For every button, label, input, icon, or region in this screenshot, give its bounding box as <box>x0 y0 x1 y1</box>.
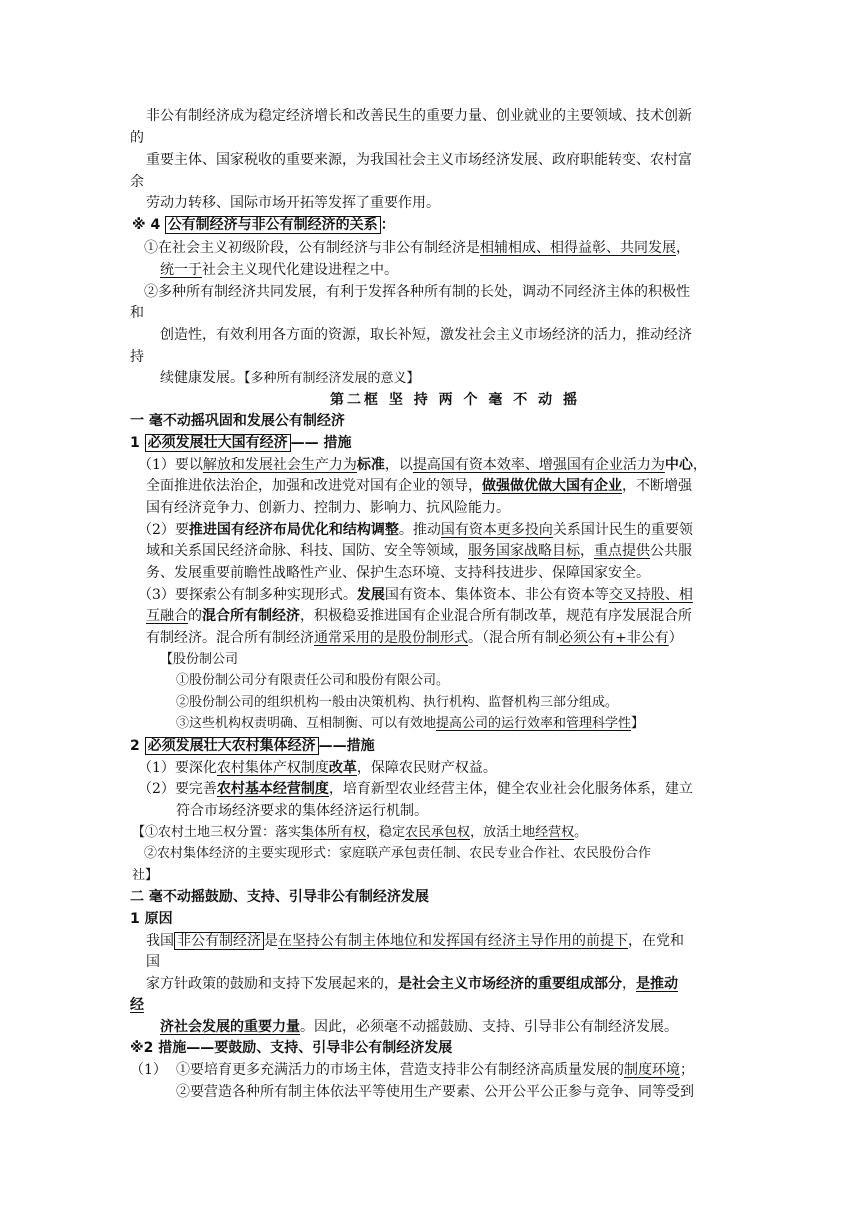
text-line: 劳动力转移、国际市场开拓等发挥了重要作用。 <box>146 195 440 211</box>
subsection-heading: 1 原因 <box>130 911 173 927</box>
boxed-term: 必须发展壮大国有经济 <box>145 434 291 452</box>
text-line: （1）要深化农村集体产权制度改革，保障农民财产权益。 <box>138 760 497 776</box>
section-heading: ※ 4 公有制经济与非公有制经济的关系 ： <box>132 217 395 233</box>
text-line: （1）要以解放和发展社会生产力为标准，以提高国有资本效率、增强国有企业活力为中心， <box>138 457 707 473</box>
note-line: 【①农村土地三权分置：落实集体所有权，稳定农民承包权，放活土地经营权。 <box>132 825 588 840</box>
text-line: 的 <box>130 130 144 146</box>
text-line: 创造性，有效利用各方面的资源，取长补短，激发社会主义市场经济的活力，推动经济 <box>160 327 692 343</box>
text-line: 我国 非公有制经济 是在坚持公有制主体地位和发挥国有经济主导作用的前提下，在党和 <box>146 933 684 949</box>
subsection-heading: 2 必须发展壮大农村集体经济 ——措施 <box>130 738 375 754</box>
text-line: 有制经济。混合所有制经济通常采用的是股份制形式。（混合所有制必须公有+非公有） <box>146 630 683 646</box>
section-heading: 一 毫不动摇巩固和发展公有制经济 <box>130 413 345 429</box>
text-line: （2）要推进国有经济布局优化和结构调整。推动国有资本更多投向关系国计民生的重要领 <box>138 522 693 538</box>
text-line: 国 <box>146 954 160 970</box>
text-line: ①要培育更多充满活力的市场主体，营造支持非公有制经济高质量发展的制度环境； <box>176 1062 694 1078</box>
text-line: ①在社会主义初级阶段，公有制经济与非公有制经济是相辅相成、相得益彰、共同发展， <box>144 240 690 256</box>
subsection-heading: ※2 措施——要鼓励、支持、引导非公有制经济发展 <box>130 1040 453 1056</box>
section-heading: 二 毫不动摇鼓励、支持、引导非公有制经济发展 <box>130 889 429 905</box>
text-line: 符合市场经济要求的集体经济运行机制。 <box>176 803 428 819</box>
boxed-term: 必须发展壮大农村集体经济 <box>145 737 319 755</box>
text-line: （2）要完善农村基本经营制度，培育新型农业经营主体，健全农业社会化服务体系，建立 <box>138 781 693 797</box>
text-line: 全面推进依法治企，加强和改进党对国有企业的领导，做强做优做大国有企业，不断增强 <box>146 478 692 494</box>
text-line: ②多种所有制经济共同发展，有利于发挥各种所有制的长处，调动不同经济主体的积极性 <box>144 284 690 300</box>
text-line: ②要营造各种所有制主体依法平等使用生产要素、公开公平公正参与竞争、同等受到 <box>176 1084 694 1100</box>
note-line: ①股份制公司分有限责任公司和股份有限公司。 <box>176 673 450 688</box>
text-line: 国有经济竞争力、创新力、控制力、影响力、抗风险能力。 <box>146 500 510 516</box>
boxed-term: 非公有制经济 <box>174 932 264 950</box>
note-line: ②农村集体经济的主要实现形式：家庭联产承包责任制、农民专业合作社、农民股份合作 <box>144 846 652 861</box>
text-line: 经 <box>130 997 144 1013</box>
note-line: 社】 <box>132 868 159 883</box>
text-line: 续健康发展。【多种所有制经济发展的意义】 <box>160 370 420 386</box>
text-line: （3）要探索公有制多种实现形式。发展国有资本、集体资本、非公有资本等交叉持股、相 <box>138 587 693 603</box>
text-line: 重要主体、国家税收的重要来源，为我国社会主义市场经济发展、政府职能转变、农村富 <box>146 152 692 168</box>
frame-title: 第二框 坚 持 两 个 毫 不 动 摇 <box>330 392 580 408</box>
text-line: 统一于社会主义现代化建设进程之中。 <box>160 262 398 278</box>
note-line: ③这些机构权责明确、互相制衡、可以有效地提高公司的运行效率和管理科学性】 <box>176 716 645 731</box>
text-line: 非公有制经济成为稳定经济增长和改善民生的重要力量、创业就业的主要领域、技术创新 <box>146 108 692 124</box>
note-line: 【股份制公司 <box>160 652 239 667</box>
subsection-heading: 1 必须发展壮大国有经济 —— 措施 <box>130 435 352 451</box>
text-line: 持 <box>130 349 144 365</box>
note-line: ②股份制公司的组织机构一般由决策机构、执行机构、监督机构三部分组成。 <box>176 695 619 710</box>
text-line: 济社会发展的重要力量。因此，必须毫不动摇鼓励、支持、引导非公有制经济发展。 <box>160 1019 678 1035</box>
text-line: 务、发展重要前瞻性战略性产业、保护生态环境、支持科技进步、保障国家安全。 <box>146 565 650 581</box>
text-line: 和 <box>130 305 144 321</box>
text-line: 余 <box>130 174 144 190</box>
text-line: 家方针政策的鼓励和支持下发展起来的，是社会主义市场经济的重要组成部分，是推动 <box>146 976 678 992</box>
text-line: 互融合的混合所有制经济，积极稳妥推进国有企业混合所有制改革，规范有序发展混合所 <box>146 608 692 624</box>
text-line: （1） <box>130 1062 167 1078</box>
text-line: 域和关系国民经济命脉、科技、国防、安全等领域，服务国家战略目标，重点提供公共服 <box>146 543 692 559</box>
boxed-term: 公有制经济与非公有制经济的关系 <box>165 216 381 234</box>
